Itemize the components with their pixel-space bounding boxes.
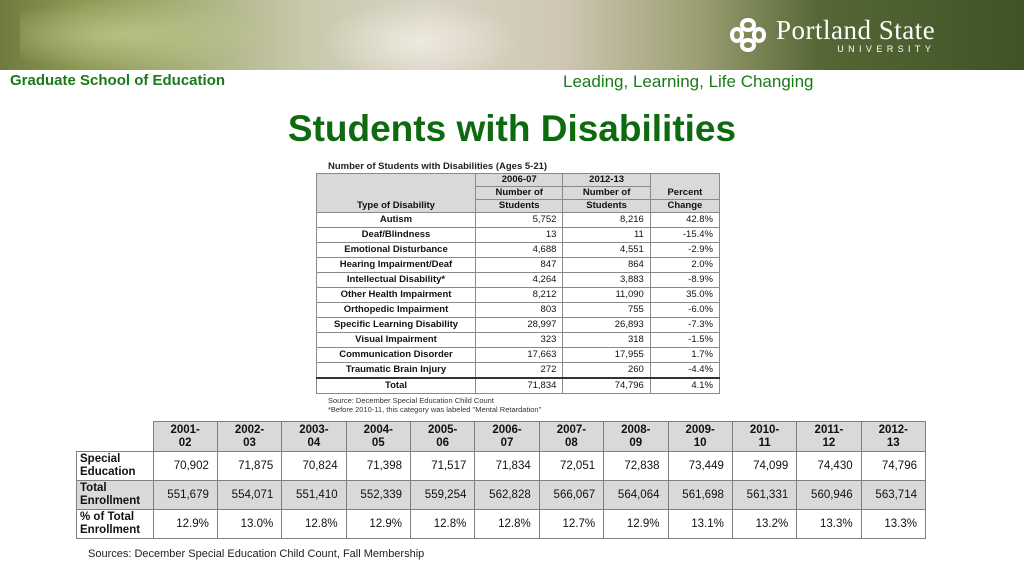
cell-pct: -1.5% [650, 333, 719, 348]
value-cell: 13.1% [668, 510, 732, 539]
logo-line2: UNIVERSITY [837, 43, 936, 54]
table-row [77, 452, 926, 481]
cell-pct: 35.0% [650, 288, 719, 303]
table-row [77, 510, 926, 539]
value-cell: 562,828 [475, 481, 539, 510]
cell-pct: -6.0% [650, 303, 719, 318]
row-label: Other Health Impairment [317, 288, 476, 303]
label-part: Special [80, 453, 121, 465]
year-part: 06 [436, 436, 450, 449]
header-cell: Percent [650, 174, 719, 200]
value-cell: 74,099 [732, 452, 796, 481]
cell-pct: 1.7% [650, 348, 719, 363]
table-row [317, 228, 720, 243]
year-part: 2009- [685, 423, 715, 436]
cell-2012: 864 [563, 258, 650, 273]
year-header [282, 422, 346, 452]
cell-2006: 71,834 [476, 378, 563, 394]
table-row [317, 258, 720, 273]
table-row [317, 348, 720, 363]
cell-2006: 323 [476, 333, 563, 348]
cell-2006: 4,264 [476, 273, 563, 288]
label-part: % of Total [80, 511, 135, 523]
value-cell: 560,946 [797, 481, 861, 510]
cell-2006: 17,663 [476, 348, 563, 363]
year-header [346, 422, 410, 452]
header-cell: 2006-07 [476, 174, 563, 187]
cell-2006: 272 [476, 363, 563, 379]
year-part: 05 [371, 436, 385, 449]
cell-2006: 13 [476, 228, 563, 243]
year-part: 02 [178, 436, 192, 449]
year-part: 2010- [749, 423, 780, 436]
cell-pct: 2.0% [650, 258, 719, 273]
year-part: 2007- [556, 423, 587, 436]
header-cell: Number of [476, 187, 563, 200]
year-header [668, 422, 732, 452]
header-cell: Students [476, 200, 563, 213]
table-caption: Number of Students with Disabilities (Ages 5-21) [328, 161, 548, 172]
header-cell: 2012-13 [563, 174, 650, 187]
row-label: Emotional Disturbance [317, 243, 476, 258]
year-part: 09 [629, 436, 643, 449]
label-part: Enrollment [80, 495, 141, 507]
year-part: 08 [565, 436, 578, 449]
row-label: Autism [317, 213, 476, 228]
value-cell: 72,051 [539, 452, 603, 481]
value-cell: 12.9% [153, 510, 217, 539]
value-cell: 551,410 [282, 481, 346, 510]
row-label: Orthopedic Impairment [317, 303, 476, 318]
cell-2006: 4,688 [476, 243, 563, 258]
cell-2012: 11,090 [563, 288, 650, 303]
cell-2012: 74,796 [563, 378, 650, 394]
year-header [153, 422, 217, 452]
footnote: *Before 2010-11, this category was labeled "Mental Retardation" [328, 405, 542, 414]
value-cell: 12.9% [346, 510, 410, 539]
table-row [317, 363, 720, 379]
cell-2012: 4,551 [563, 243, 650, 258]
cell-pct: 4.1% [650, 378, 719, 394]
cell-2012: 26,893 [563, 318, 650, 333]
row-label: Visual Impairment [317, 333, 476, 348]
value-cell: 552,339 [346, 481, 410, 510]
value-cell: 12.8% [282, 510, 346, 539]
value-cell: 12.7% [539, 510, 603, 539]
year-header [604, 422, 668, 452]
banner-blur [320, 0, 520, 70]
value-cell: 74,796 [861, 452, 925, 481]
year-part: 04 [307, 436, 321, 449]
cell-2012: 260 [563, 363, 650, 379]
row-label: Communication Disorder [317, 348, 476, 363]
year-header [732, 422, 796, 452]
university-logo [726, 14, 935, 56]
cell-pct: -2.9% [650, 243, 719, 258]
value-cell: 13.3% [797, 510, 861, 539]
value-cell: 561,698 [668, 481, 732, 510]
header-type: Type of Disability [317, 174, 476, 213]
table-row [317, 318, 720, 333]
school-name: Graduate School of Education [10, 72, 226, 89]
year-part: 13 [886, 436, 900, 449]
value-cell: 564,064 [604, 481, 668, 510]
value-cell: 70,824 [282, 452, 346, 481]
label-part: Total [80, 482, 107, 494]
value-cell: 566,067 [539, 481, 603, 510]
year-part: 2012- [878, 423, 909, 436]
logo-line1: Portland State [776, 14, 936, 45]
enrollment-table [76, 421, 926, 539]
row-label: Intellectual Disability* [317, 273, 476, 288]
psu-knot-icon [726, 14, 770, 56]
cell-pct: -7.3% [650, 318, 719, 333]
logo-wordmark [776, 14, 936, 54]
year-part: 12 [822, 436, 836, 449]
value-cell: 12.9% [604, 510, 668, 539]
year-header [475, 422, 539, 452]
value-cell: 563,714 [861, 481, 925, 510]
banner-blur [20, 0, 280, 70]
source-note: Source: December Special Education Child Count [328, 396, 494, 405]
value-cell: 12.8% [411, 510, 475, 539]
cell-2006: 8,212 [476, 288, 563, 303]
row-label [77, 481, 154, 510]
row-label [77, 452, 154, 481]
value-cell: 71,398 [346, 452, 410, 481]
value-cell: 13.2% [732, 510, 796, 539]
cell-2012: 3,883 [563, 273, 650, 288]
label-part: Education [80, 466, 136, 478]
table-row [77, 481, 926, 510]
value-cell: 71,517 [411, 452, 475, 481]
cell-2006: 803 [476, 303, 563, 318]
year-part: 2008- [621, 423, 651, 436]
sources-note: Sources: December Special Education Child Count, Fall Membership [88, 548, 425, 560]
cell-2012: 755 [563, 303, 650, 318]
year-part: 07 [500, 436, 514, 449]
table-row [317, 288, 720, 303]
corner-cell [77, 422, 154, 452]
value-cell: 554,071 [217, 481, 281, 510]
disability-table-block [316, 160, 720, 414]
year-part: 2004- [363, 423, 394, 436]
header-banner [0, 0, 1024, 70]
cell-2012: 318 [563, 333, 650, 348]
year-part: 2011- [814, 423, 844, 436]
cell-2006: 28,997 [476, 318, 563, 333]
table-row [317, 303, 720, 318]
table-notes [328, 396, 720, 414]
row-label: Specific Learning Disability [317, 318, 476, 333]
year-part: 03 [243, 436, 256, 449]
value-cell: 71,875 [217, 452, 281, 481]
cell-2012: 17,955 [563, 348, 650, 363]
table-row [317, 273, 720, 288]
value-cell: 70,902 [153, 452, 217, 481]
disability-table [316, 173, 720, 394]
row-label: Traumatic Brain Injury [317, 363, 476, 379]
value-cell: 72,838 [604, 452, 668, 481]
row-label [77, 510, 154, 539]
year-header-row [77, 422, 926, 452]
value-cell: 71,834 [475, 452, 539, 481]
cell-pct: -4.4% [650, 363, 719, 379]
value-cell: 74,430 [797, 452, 861, 481]
cell-pct: 42.8% [650, 213, 719, 228]
header-cell: Students [563, 200, 650, 213]
cell-2006: 5,752 [476, 213, 563, 228]
header-cell: Change [650, 200, 719, 213]
tagline: Leading, Learning, Life Changing [563, 72, 814, 91]
value-cell: 561,331 [732, 481, 796, 510]
year-part: 2002- [234, 423, 265, 436]
table-row [317, 243, 720, 258]
row-label: Hearing Impairment/Deaf [317, 258, 476, 273]
cell-2006: 847 [476, 258, 563, 273]
year-part: 2005- [427, 423, 458, 436]
year-part: 10 [693, 436, 707, 449]
year-part: 2006- [492, 423, 522, 436]
year-header [861, 422, 925, 452]
year-header [217, 422, 281, 452]
value-cell: 13.0% [217, 510, 281, 539]
page-title: Students with Disabilities [287, 108, 737, 149]
table-row [317, 333, 720, 348]
cell-2012: 11 [563, 228, 650, 243]
row-label: Deaf/Blindness [317, 228, 476, 243]
year-part: 2003- [299, 423, 329, 436]
year-header [539, 422, 603, 452]
value-cell: 12.8% [475, 510, 539, 539]
value-cell: 73,449 [668, 452, 732, 481]
header-cell: Number of [563, 187, 650, 200]
total-row [317, 378, 720, 394]
label-part: Enrollment [80, 524, 141, 536]
year-header [797, 422, 861, 452]
year-header [411, 422, 475, 452]
value-cell: 13.3% [861, 510, 925, 539]
value-cell: 559,254 [411, 481, 475, 510]
year-part: 11 [758, 436, 771, 449]
cell-pct: -15.4% [650, 228, 719, 243]
row-label: Total [317, 378, 476, 394]
value-cell: 551,679 [153, 481, 217, 510]
table-row [317, 213, 720, 228]
cell-pct: -8.9% [650, 273, 719, 288]
year-part: 2001- [170, 423, 200, 436]
cell-2012: 8,216 [563, 213, 650, 228]
